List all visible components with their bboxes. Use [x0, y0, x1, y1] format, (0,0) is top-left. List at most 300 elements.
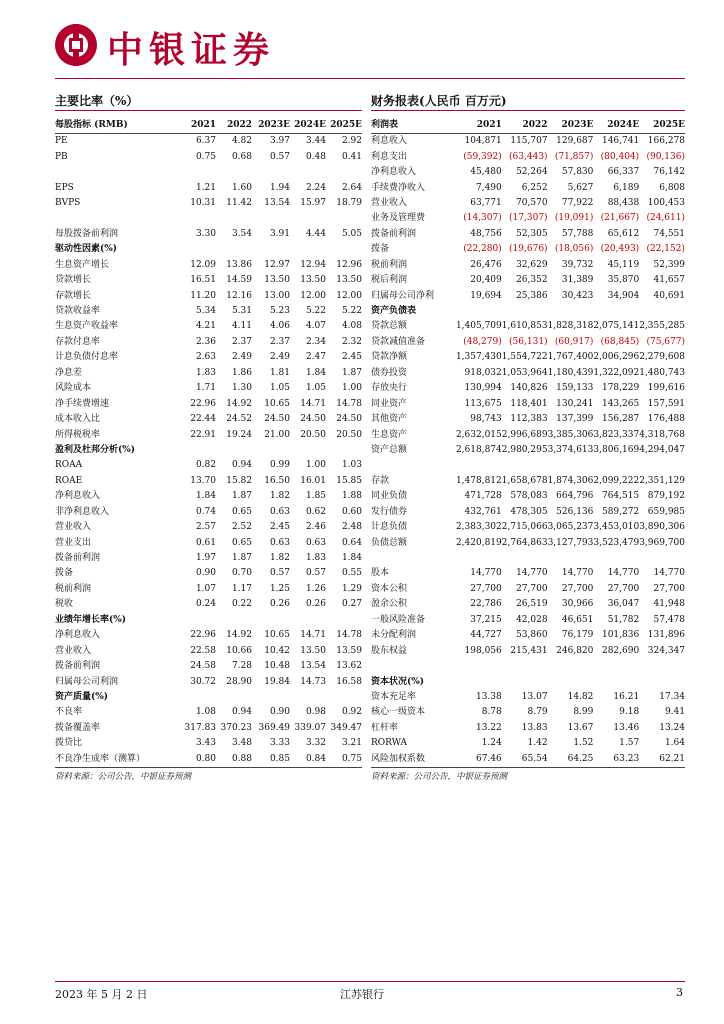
column-header: 2022 [502, 117, 548, 134]
cell-value: 3.33 [269, 738, 290, 749]
row-label: 存款 [371, 475, 390, 486]
cell-value [456, 551, 502, 566]
cell-value: 5.22 [305, 306, 326, 317]
cell-value [326, 211, 362, 226]
cell-value: 2,383,302 [455, 522, 502, 533]
cell-value: 13.50 [264, 275, 290, 286]
cell-value: 2,279,608 [639, 352, 685, 363]
cell-value: 52,305 [516, 228, 548, 239]
cell-value: 0.26 [305, 599, 326, 610]
table-row [55, 134, 362, 150]
cell-value: 478,305 [510, 506, 548, 517]
column-header: 2025E [326, 117, 362, 134]
cell-value [502, 659, 548, 674]
cell-value: 1.87 [231, 553, 252, 564]
cell-value [593, 659, 639, 674]
cell-value: 4,294,047 [639, 444, 685, 455]
cell-value [252, 690, 290, 705]
cell-value: 22.44 [190, 414, 216, 425]
table-row [371, 505, 685, 520]
cell-value: 6,808 [659, 182, 685, 193]
cell-value: (18,056) [554, 244, 594, 255]
page-number: 3 [676, 986, 683, 999]
table-row [371, 736, 685, 751]
cell-value: 18.79 [336, 197, 362, 208]
column-header: 2023E [548, 117, 594, 134]
cell-value: 1.57 [619, 738, 640, 749]
cell-value: 1,180,439 [547, 367, 594, 378]
cell-value: 1.08 [195, 707, 216, 718]
cell-value: 12.94 [300, 259, 326, 270]
cell-value: 77,922 [561, 197, 594, 208]
row-label: 核心一级资本 [371, 707, 426, 718]
cell-value: 118,401 [510, 398, 548, 409]
cell-value: 2,075,141 [593, 321, 640, 332]
cell-value: 16.50 [264, 475, 290, 486]
row-label: 税收 [55, 599, 74, 610]
cell-value: 0.99 [269, 460, 290, 471]
cell-value: 13.54 [264, 197, 290, 208]
cell-value [290, 690, 326, 705]
row-label: 杠杆率 [371, 722, 399, 733]
cell-value: 1.86 [231, 367, 252, 378]
cell-value: 24.50 [264, 414, 290, 425]
column-header: 2025E [639, 117, 685, 134]
table-row [55, 721, 362, 736]
row-label: 资本公积 [371, 583, 408, 594]
cell-value: 4.07 [305, 321, 326, 332]
cell-value: 35,870 [607, 275, 640, 286]
cell-value: 3.43 [195, 738, 216, 749]
cell-value: 70,570 [516, 197, 548, 208]
table-row [371, 551, 685, 566]
cell-value: 1.24 [481, 738, 502, 749]
cell-value: 2,980,295 [501, 444, 548, 455]
cell-value: 0.57 [269, 151, 290, 162]
cell-value [456, 674, 502, 689]
cell-value: 19.24 [226, 429, 252, 440]
cell-value: 74,551 [653, 228, 685, 239]
cell-value: 32,629 [516, 259, 548, 270]
table-row [55, 304, 362, 319]
cell-value: 2,420,819 [455, 537, 502, 548]
row-label: 手续费净收入 [371, 182, 426, 193]
cell-value: 0.75 [195, 151, 216, 162]
brand-name: 中银证券 [107, 30, 276, 71]
cell-value: 46,651 [561, 614, 594, 625]
cell-value: 13.62 [336, 661, 362, 672]
row-label: 负债总额 [371, 537, 408, 548]
cell-value: 3,823,337 [593, 429, 640, 440]
cell-value: 9.41 [664, 707, 685, 718]
table-row [371, 489, 685, 504]
row-label: 同业负债 [371, 491, 408, 502]
row-label: 每股拨备前利润 [55, 228, 119, 239]
cell-value: (19,091) [554, 213, 594, 224]
cell-value: 246,820 [556, 645, 594, 656]
cell-value: 1.84 [341, 553, 362, 564]
row-label: 拨备覆盖率 [55, 722, 101, 733]
cell-value: 0.92 [341, 707, 362, 718]
cell-value: 1.64 [664, 738, 685, 749]
cell-value: 27,700 [561, 583, 594, 594]
row-label: 风险加权系数 [371, 752, 456, 768]
table-row [55, 752, 362, 768]
table-header-row [371, 117, 685, 134]
table-row [55, 396, 362, 411]
cell-value: 14.92 [226, 630, 252, 641]
cell-value: 879,192 [647, 491, 685, 502]
cell-value: 2.45 [341, 352, 362, 363]
cell-value: 45,480 [470, 167, 502, 178]
cell-value: 19.84 [264, 676, 290, 687]
section-row [371, 674, 685, 689]
cell-value: 178,229 [601, 383, 640, 394]
cell-value: 13.24 [659, 722, 685, 733]
cell-value: (90,136) [646, 151, 685, 162]
cell-value: 21.00 [264, 429, 290, 440]
cell-value: 3,127,793 [547, 537, 594, 548]
row-label: 资本状况(%) [371, 676, 425, 687]
cell-value: 26,519 [516, 599, 548, 610]
cell-value: 8.78 [481, 707, 502, 718]
cell-value: 14.78 [336, 630, 362, 641]
cell-value: 1.88 [341, 491, 362, 502]
row-label: 税前利润 [371, 259, 408, 270]
cell-value: 1.82 [269, 553, 290, 564]
cell-value: 140,826 [510, 383, 548, 394]
table-row [55, 505, 362, 520]
cell-value [252, 443, 290, 458]
row-label: 营业收入 [55, 645, 92, 656]
cell-value [252, 613, 290, 628]
cell-value [456, 659, 502, 674]
cell-value: (20,493) [600, 244, 640, 255]
cell-value: 13.67 [567, 722, 594, 733]
cell-value [252, 211, 290, 226]
cell-value: 34,904 [607, 290, 640, 301]
cell-value: 20,409 [470, 275, 502, 286]
cell-value: 10.65 [264, 630, 290, 641]
cell-value [639, 458, 685, 473]
cell-value [216, 613, 252, 628]
cell-value: 1.42 [527, 738, 548, 749]
cell-value: 24.50 [336, 414, 362, 425]
cell-value [252, 242, 290, 257]
cell-value: 3,453,010 [593, 522, 640, 533]
cell-value: 369.49 [258, 722, 290, 733]
cell-value: 0.48 [305, 151, 326, 162]
cell-value: 0.26 [269, 599, 290, 610]
cell-value: 1.25 [269, 583, 290, 594]
cell-value: 1.05 [305, 383, 326, 394]
column-header: 每股指标 (RMB) [55, 117, 180, 134]
row-label [371, 551, 456, 566]
cell-value: 2,764,863 [501, 537, 548, 548]
row-label: 生息资产增长 [55, 259, 110, 270]
table-row [371, 149, 685, 164]
cell-value: 1.87 [341, 367, 362, 378]
row-label: RORWA [371, 738, 408, 749]
cell-value: 1.26 [305, 583, 326, 594]
cell-value: 26,352 [516, 275, 548, 286]
cell-value: 1,405,709 [455, 321, 502, 332]
table-row [371, 350, 685, 365]
cell-value [593, 458, 639, 473]
cell-value: 41,948 [653, 599, 685, 610]
row-label: 贷款减值准备 [371, 336, 426, 347]
cell-value: 13.07 [521, 691, 548, 702]
cell-value: 764,515 [601, 491, 640, 502]
column-header: 2021 [180, 117, 216, 134]
cell-value: 30.72 [190, 676, 216, 687]
cell-value [593, 674, 639, 689]
cell-value [456, 458, 502, 473]
cell-value: 2,351,129 [639, 475, 685, 486]
table-row [55, 458, 362, 473]
cell-value: 0.63 [269, 506, 290, 517]
cell-value: 2.47 [305, 352, 326, 363]
cell-value [639, 659, 685, 674]
cell-value: 0.65 [231, 506, 252, 517]
report-date: 2023 年 5 月 2 日 [55, 988, 148, 1001]
row-label: 一般风险准备 [371, 614, 426, 625]
cell-value: 0.22 [231, 599, 252, 610]
cell-value [502, 674, 548, 689]
table-row [371, 520, 685, 535]
table-row [371, 227, 685, 242]
cell-value: 578,083 [510, 491, 548, 502]
cell-value: 0.85 [252, 752, 290, 768]
row-label: 净利息收入 [55, 491, 101, 502]
cell-value: 0.60 [341, 506, 362, 517]
cell-value: 31,389 [561, 275, 594, 286]
cell-value: 324,347 [647, 645, 685, 656]
cell-value: 1.71 [195, 383, 216, 394]
cell-value: 22.91 [190, 429, 216, 440]
cell-value [502, 458, 548, 473]
cell-value: 76,179 [561, 630, 594, 641]
table-row [371, 412, 685, 427]
cell-value: 1,480,743 [639, 367, 685, 378]
cell-value: 22.58 [190, 645, 216, 656]
cell-value: 0.65 [231, 537, 252, 548]
cell-value: 199,616 [647, 383, 685, 394]
cell-value: 51,782 [607, 614, 640, 625]
cell-value: 15.97 [300, 197, 326, 208]
cell-value: 14.92 [226, 398, 252, 409]
cell-value: 6,189 [613, 182, 640, 193]
cell-value: 41,657 [653, 275, 685, 286]
cell-value [216, 443, 252, 458]
table-row [371, 319, 685, 334]
column-header: 2024E [290, 117, 326, 134]
cell-value: 2,006,296 [593, 352, 640, 363]
cell-value: 112,383 [510, 414, 548, 425]
cell-value: 16.51 [190, 275, 216, 286]
table-row [371, 721, 685, 736]
cell-value [180, 165, 216, 180]
cell-value: 26,476 [470, 259, 502, 270]
table-row [55, 551, 362, 566]
cell-value: 27,700 [516, 583, 548, 594]
cell-value: (14,307) [463, 213, 502, 224]
cell-value [216, 211, 252, 226]
financial-statements-table [371, 117, 685, 768]
cell-value [326, 165, 362, 180]
cell-value: 13.38 [475, 691, 502, 702]
column-header: 2022 [216, 117, 252, 134]
cell-value: 2,099,222 [593, 475, 640, 486]
cell-value: 5.22 [341, 306, 362, 317]
row-label: 资产质量(%) [55, 691, 109, 702]
row-label [371, 659, 456, 674]
table-row [55, 180, 362, 195]
cell-value: 11.42 [226, 197, 252, 208]
cell-value: 7.28 [231, 661, 252, 672]
cell-value: 28.90 [226, 676, 252, 687]
cell-value: 1,874,306 [547, 475, 594, 486]
table-row [55, 211, 362, 226]
table-row [371, 211, 685, 226]
cell-value: 589,272 [601, 506, 640, 517]
cell-value: 3,969,700 [639, 537, 685, 548]
table-row [55, 674, 362, 689]
row-label: 拨贷比 [55, 738, 83, 749]
cell-value: 39,732 [561, 259, 594, 270]
cell-value: 65.54 [502, 752, 548, 768]
row-label: 其他资产 [371, 414, 408, 425]
cell-value: 0.41 [341, 151, 362, 162]
table-row [371, 196, 685, 211]
cell-value: 0.84 [290, 752, 326, 768]
cell-value: 0.63 [305, 537, 326, 548]
section-row [371, 304, 685, 319]
row-label: 成本收入比 [55, 414, 101, 425]
table-header-row [55, 117, 362, 134]
cell-value: 25,386 [516, 290, 548, 301]
row-label: 资产总额 [371, 444, 408, 455]
cell-value: 1.00 [341, 383, 362, 394]
row-label: 资产负债表 [371, 306, 417, 317]
table-row [371, 134, 685, 150]
cell-value: 52,264 [516, 167, 548, 178]
table-row [55, 227, 362, 242]
cell-value: 2,632,015 [455, 429, 502, 440]
cell-value: 10.48 [264, 661, 290, 672]
cell-value: 0.82 [195, 460, 216, 471]
cell-value: 0.75 [326, 752, 362, 768]
cell-value: (22,152) [646, 244, 685, 255]
cell-value: 3.32 [305, 738, 326, 749]
column-header: 2021 [456, 117, 502, 134]
cell-value: 4.82 [231, 136, 252, 147]
cell-value [548, 304, 594, 319]
cell-value: (19,676) [509, 244, 548, 255]
cell-value: 13.50 [300, 275, 326, 286]
cell-value: 1,322,092 [593, 367, 640, 378]
cell-value: 14.59 [226, 275, 252, 286]
cell-value: 13.50 [300, 645, 326, 656]
cell-value: (63,443) [509, 151, 548, 162]
cell-value: 1.81 [269, 367, 290, 378]
cell-value: 13.83 [521, 722, 548, 733]
cell-value: 3,065,237 [547, 522, 594, 533]
key-ratios-source: 资料来源：公司公告，中银证券预测 [55, 771, 192, 782]
row-label: 营业收入 [371, 197, 408, 208]
cell-value: 67.46 [456, 752, 502, 768]
table-row [55, 196, 362, 211]
cell-value: 24.52 [226, 414, 252, 425]
cell-value: 1.21 [195, 182, 216, 193]
cell-value: (24,611) [646, 213, 685, 224]
cell-value [456, 304, 502, 319]
cell-value: 0.70 [231, 568, 252, 579]
cell-value: 5.31 [231, 306, 252, 317]
cell-value [180, 443, 216, 458]
cell-value [290, 242, 326, 257]
table-row [371, 273, 685, 288]
header-divider [55, 78, 685, 79]
table-row [55, 319, 362, 334]
cell-value: 40,691 [653, 290, 685, 301]
cell-value: 8.99 [573, 707, 594, 718]
table-row [55, 258, 362, 273]
table-row [371, 597, 685, 612]
table-row [371, 752, 685, 768]
cell-value: 1.83 [195, 367, 216, 378]
cell-value: 88,438 [607, 197, 640, 208]
cell-value: 129,687 [556, 136, 594, 147]
row-label: 生息资产收益率 [55, 321, 119, 332]
cell-value: 5.23 [269, 306, 290, 317]
cell-value [326, 242, 362, 257]
row-label: 股东权益 [371, 645, 408, 656]
cell-value: 14.71 [300, 630, 326, 641]
table-row [55, 474, 362, 489]
row-label: 业务及管理费 [371, 213, 426, 224]
cell-value: 176,488 [647, 414, 685, 425]
cell-value: 63,771 [470, 197, 502, 208]
cell-value: 20.50 [336, 429, 362, 440]
cell-value: 1.30 [231, 383, 252, 394]
cell-value: 1,828,318 [547, 321, 594, 332]
cell-value: 157,591 [647, 398, 685, 409]
row-label: 净利息收入 [371, 167, 417, 178]
row-label: EPS [55, 182, 74, 193]
table-row [371, 474, 685, 489]
cell-value: 2.49 [231, 352, 252, 363]
cell-value: 37,215 [470, 614, 502, 625]
cell-value: 1.85 [305, 491, 326, 502]
cell-value: 432,761 [464, 506, 502, 517]
row-label: 拨备前利润 [55, 553, 101, 564]
cell-value: 1,357,430 [455, 352, 502, 363]
table-row [371, 396, 685, 411]
cell-value: 282,690 [601, 645, 640, 656]
column-header: 利润表 [371, 117, 456, 134]
row-label: 计息负债 [371, 522, 408, 533]
cell-value [548, 659, 594, 674]
cell-value: 131,896 [647, 630, 685, 641]
cell-value: 1.82 [269, 491, 290, 502]
cell-value: 13.22 [475, 722, 502, 733]
cell-value: 2,355,285 [639, 321, 685, 332]
cell-value: 5.05 [341, 228, 362, 239]
cell-value: 2.48 [341, 522, 362, 533]
cell-value: 22,786 [470, 599, 502, 610]
cell-value: 10.66 [226, 645, 252, 656]
